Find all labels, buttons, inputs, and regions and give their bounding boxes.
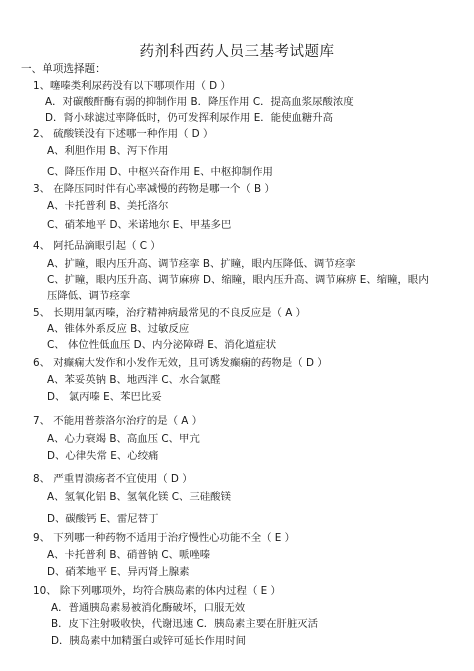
question-4-options-c-e: C、扩瞳，眼内压升高、调节麻痹 D、缩瞳，眼内压升高、调节麻痹 E、缩瞳，眼内 xyxy=(47,274,429,286)
section-heading: 一、单项选择题： xyxy=(21,63,106,75)
question-3: 3、 在降压同时伴有心率减慢的药物是哪一个（ B ） xyxy=(33,183,275,195)
question-10-option-a: A．普通胰岛素易被消化酶破坏，口服无效 xyxy=(51,602,246,614)
question-8: 8、 严重胃溃疡者不宜使用（ D ） xyxy=(33,473,193,485)
question-4: 4、 阿托品滴眼引起（ C ） xyxy=(33,240,161,252)
question-6-options-d-e: D、 氯丙嗪 E、苯巴比妥 xyxy=(47,391,162,403)
question-8-options-a-c: A、氢氧化铝 B、氢氧化镁 C、三硅酸镁 xyxy=(47,491,231,503)
question-10: 10、 除下列哪项外，均符合胰岛素的体内过程（ E ） xyxy=(33,585,281,597)
question-10-options-b-c: B．皮下注射吸收快，代谢迅速 C．胰岛素主要在肝脏灭活 xyxy=(51,618,319,630)
question-3-options-c-e: C、硝苯地平 D、米诺地尔 E、甲基多巴 xyxy=(47,219,232,231)
question-5: 5、 长期用氯丙嗪，治疗精神病最常见的不良反应是（ A ） xyxy=(33,307,306,319)
question-2-options-a-b: A、利胆作用 B、泻下作用 xyxy=(47,145,169,157)
question-9-options-a-c: A、卡托普利 B、硝普钠 C、哌唑嗪 xyxy=(47,549,211,561)
question-1-options-d-e: D．肾小球滤过率降低时，仍可发挥利尿作用 E．能使血糖升高 xyxy=(45,112,334,124)
question-9-options-d-e: D、硝苯地平 E、异丙肾上腺素 xyxy=(47,566,190,578)
question-10-option-d: D．胰岛素中加精蛋白或锌可延长作用时间 xyxy=(51,635,247,647)
question-2: 2、 硫酸镁没有下述哪一种作用（ D ） xyxy=(33,128,214,140)
question-6: 6、 对癫痫大发作和小发作无效，且可诱发癫痫的药物是（ D ） xyxy=(33,357,328,369)
question-7: 7、 不能用普萘洛尔治疗的是（ A ） xyxy=(33,415,203,427)
document-title: 药剂科西药人员三基考试题库 xyxy=(139,44,335,60)
question-5-options-a-b: A、锥体外系反应 B、过敏反应 xyxy=(47,323,190,335)
question-4-options-e-cont: 压降低、调节痉挛 xyxy=(47,290,131,302)
question-7-options-d-e: D、心律失常 E、心绞痛 xyxy=(47,450,159,462)
question-3-options-a-b: A、卡托普利 B、美托洛尔 xyxy=(47,200,169,212)
question-9: 9、 下列哪一种药物不适用于治疗慢性心功能不全（ E ） xyxy=(33,532,296,544)
question-7-options-a-c: A、心力衰竭 B、高血压 C、甲亢 xyxy=(47,433,200,445)
question-1-options-a-c: A．对碳酸酐酶有弱的抑制作用 B．降压作用 C．提高血浆尿酸浓度 xyxy=(45,96,354,108)
question-2-options-c-e: C、降压作用 D、中枢兴奋作用 E、中枢抑制作用 xyxy=(47,166,273,178)
question-6-options-a-c: A、苯妥英钠 B、地西泮 C、水合氯醛 xyxy=(47,374,221,386)
question-1: 1、噻嗪类利尿药没有以下哪项作用（ D ） xyxy=(33,80,231,92)
question-5-options-c-e: C、 体位性低血压 D、内分泌障碍 E、消化道症状 xyxy=(47,339,277,351)
question-8-options-d-e: D、碳酸钙 E、雷尼替丁 xyxy=(47,513,159,525)
question-4-options-a-b: A、扩瞳，眼内压升高、调节痉挛 B、扩瞳，眼内压降低、调节痉挛 xyxy=(47,258,356,270)
